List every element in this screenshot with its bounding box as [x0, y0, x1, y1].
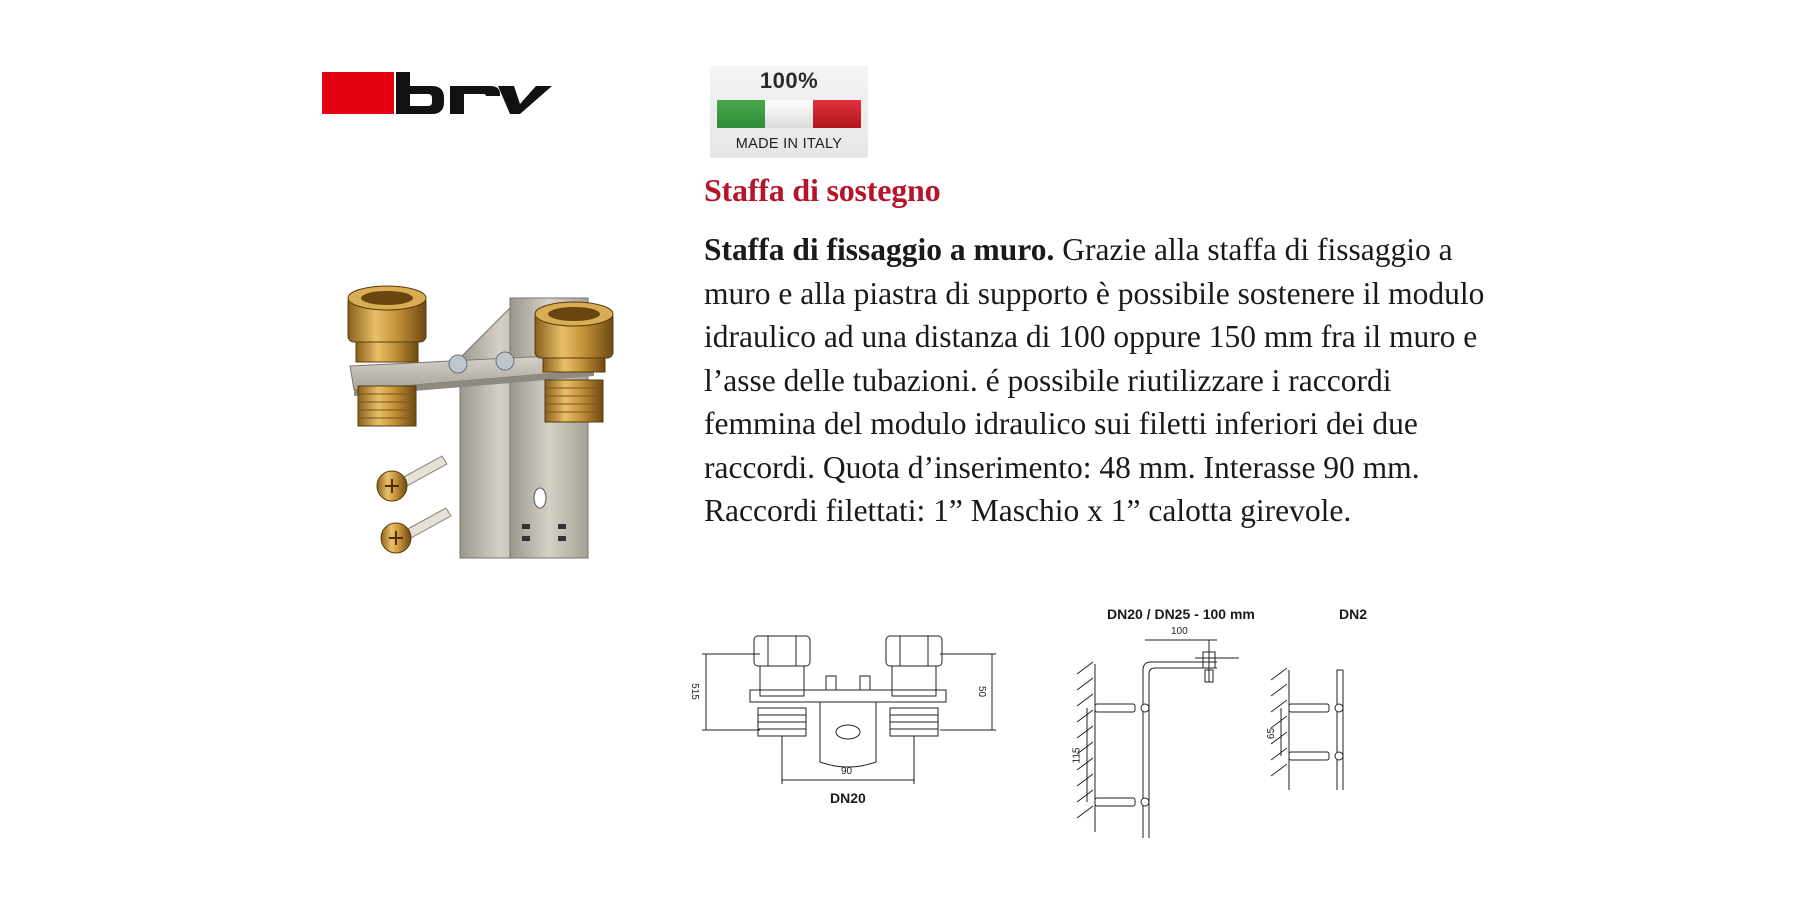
wall-anchor: [1095, 798, 1135, 806]
bracket-hole: [522, 524, 530, 529]
dim-height-side-right: 65: [1266, 727, 1278, 740]
wall-anchor: [1095, 704, 1135, 712]
description-lead: Staffa di fissaggio a muro.: [704, 232, 1055, 267]
plate-bolt: [449, 355, 467, 373]
plate-bolt: [496, 352, 514, 370]
brv-logo-graphic: [322, 70, 552, 116]
flag-red-stripe: [813, 100, 861, 128]
bracket-hole: [522, 536, 530, 541]
side-caption-right: DN2: [1339, 606, 1368, 622]
wall-screw: [377, 456, 447, 501]
badge-label: MADE IN ITALY: [735, 136, 843, 152]
wall-screw: [381, 508, 451, 553]
front-nut-left: [754, 636, 810, 666]
bracket-hole: [558, 524, 566, 529]
product-photo: [340, 268, 630, 588]
product-description: [704, 228, 1494, 533]
front-bolt: [826, 676, 836, 690]
front-caption: DN20: [830, 790, 866, 806]
logo-letter-b: [396, 72, 444, 114]
front-bracket: [820, 702, 876, 767]
right-fitting-bore: [548, 307, 600, 321]
logo-red-block: [322, 72, 394, 114]
front-body-right: [892, 666, 936, 696]
front-nut-right: [886, 636, 942, 666]
dim-height-side: 115: [1071, 747, 1083, 764]
technical-drawing-front: [688, 628, 1000, 813]
front-bolt: [860, 676, 870, 690]
bracket-slot: [534, 488, 546, 508]
brand-logo: [322, 70, 552, 116]
dim-spacing-front: 90: [841, 766, 853, 777]
wall-anchor: [1289, 704, 1329, 712]
dim-height-front: 515: [688, 683, 700, 700]
flag-green-stripe: [717, 100, 765, 128]
side-bracket: [1143, 662, 1217, 838]
left-fitting-bore: [361, 291, 413, 305]
wall-hatch: [1077, 662, 1093, 818]
logo-letter-r: [450, 86, 500, 114]
left-fitting-thread: [358, 386, 416, 426]
side-view-graphic: [1075, 600, 1375, 845]
badge-percent: 100%: [759, 68, 819, 93]
side-bracket-right: [1337, 670, 1343, 790]
side-bracket-inner: [1149, 668, 1217, 838]
front-view-graphic: [700, 628, 1000, 813]
left-fitting-body: [356, 342, 418, 362]
description-body: Grazie alla staffa di fissaggio a muro e alla piastra di supporto è possibile sostenere il modulo idraulico ad una distanza di 100 oppure 150 mm fra il muro e l’asse delle tubazioni. é possibile riutilizzare i raccordi femmina del modulo idraulico sui filetti inferiori dei due raccordi. Quota d’inserimento: 48 mm. Interasse 90 mm. Raccordi filettati: 1” Maschio x 1” calotta girevole.: [704, 232, 1485, 528]
dim-right-front: 50: [976, 685, 988, 698]
dim-offset-side: 100: [1171, 626, 1188, 637]
right-fitting-thread: [545, 380, 603, 422]
flag-white-stripe: [765, 100, 813, 128]
made-in-italy-badge: [710, 66, 868, 158]
wall-hatch: [1271, 668, 1287, 776]
technical-drawing-side: [1071, 600, 1375, 845]
front-slot: [836, 725, 860, 739]
italian-flag-icon: [717, 100, 861, 128]
wall-anchor: [1289, 752, 1329, 760]
side-caption-left: DN20 / DN25 - 100 mm: [1107, 606, 1255, 622]
logo-letter-v: [498, 86, 552, 114]
right-fitting-body: [543, 358, 605, 372]
bracket-illustration: [340, 268, 630, 588]
front-body-left: [760, 666, 804, 696]
bracket-hole: [558, 536, 566, 541]
product-title: Staffa di sostegno: [704, 172, 941, 208]
